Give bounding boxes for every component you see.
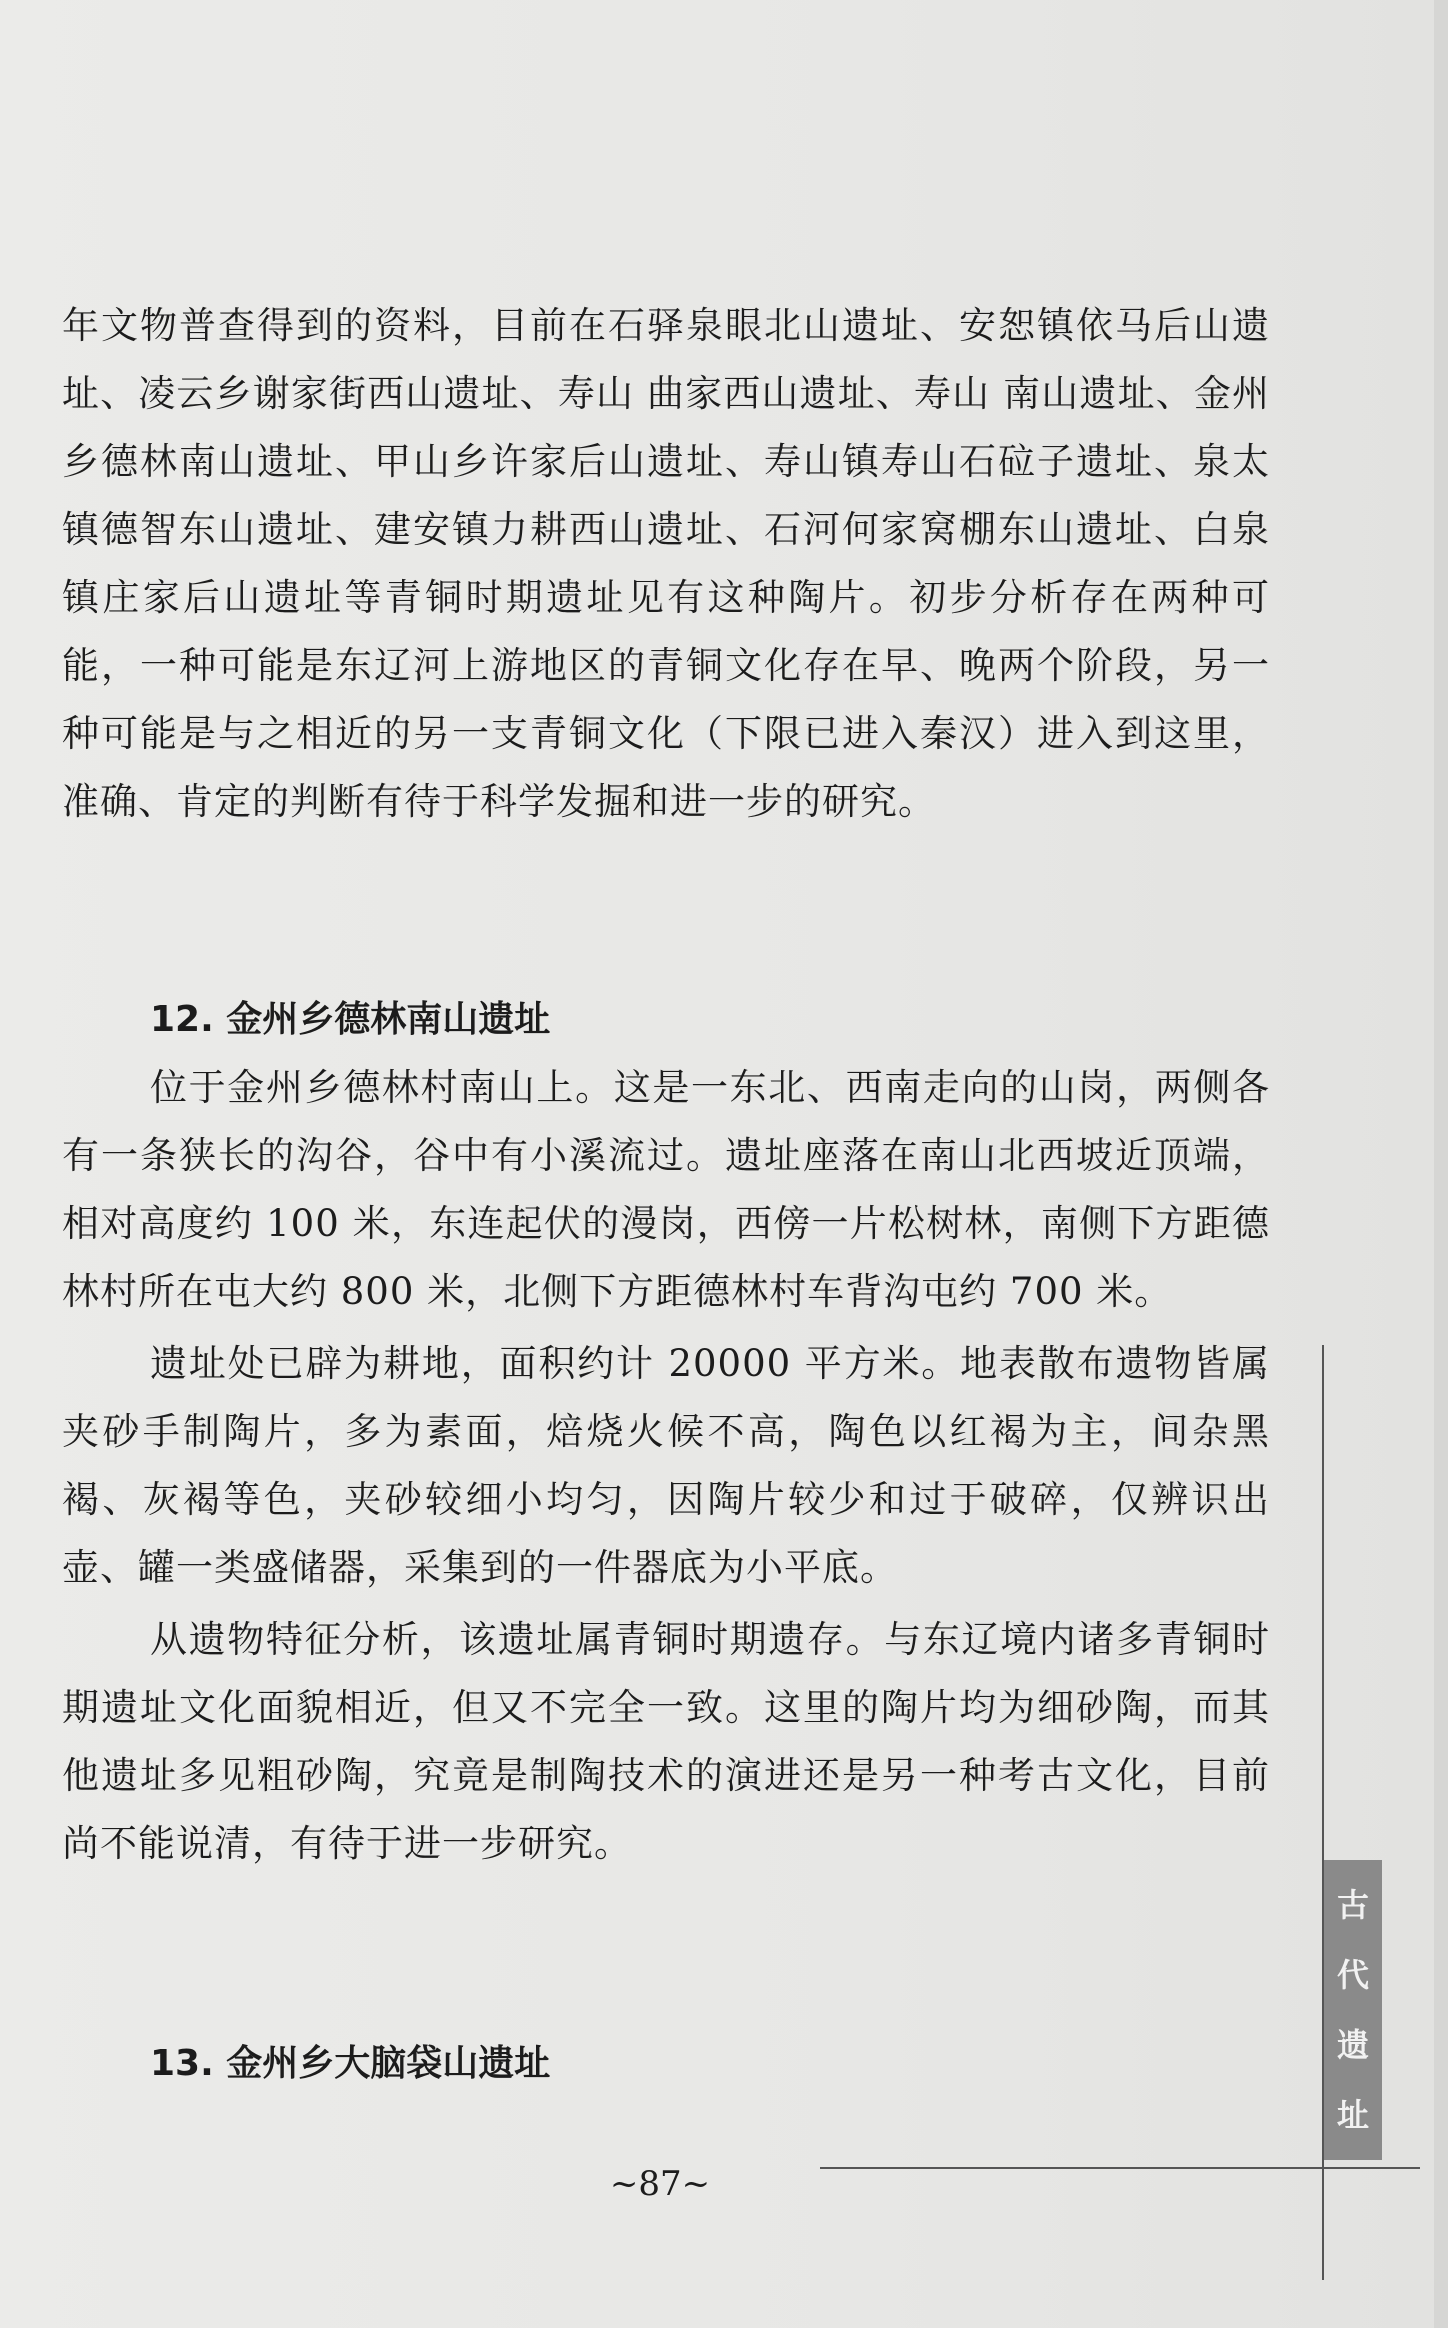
page-number: ~87~ bbox=[609, 2164, 711, 2204]
tab-char-1: 古 bbox=[1336, 1886, 1369, 1924]
continued-text bbox=[62, 292, 1270, 836]
page-edge-shadow bbox=[1434, 0, 1448, 2328]
tab-char-4: 址 bbox=[1336, 2096, 1369, 2134]
tab-char-2: 代 bbox=[1336, 1956, 1369, 1994]
section-12-paragraph-2: 遗址处已辟为耕地，面积约计 20000 平方米。地表散布遗物皆属夹砂手制陶片，多为素面，焙烧火候不高，陶色以红褐为主，间杂黑褐、灰褐等色，夹砂较细小均匀，因陶片较少和过于破碎，仅辨识出壶、罐一类盛储器，采集到的一件器底为小平底。 bbox=[62, 1342, 1270, 1589]
section-12-body bbox=[62, 1054, 1270, 1878]
chapter-thumb-tab bbox=[1324, 1860, 1382, 2160]
tab-char-3: 遗 bbox=[1336, 2026, 1369, 2064]
paragraph-continued: 年文物普查得到的资料，目前在石驿泉眼北山遗址、安恕镇依马后山遗址、凌云乡谢家街西山遗址、寿山 曲家西山遗址、寿山 南山遗址、金州乡德林南山遗址、甲山乡许家后山遗址、寿山镇寿山石砬子遗址、泉太镇德智东山遗址、建安镇力耕西山遗址、石河何家窝棚东山遗址、白泉镇庄家后山遗址等青铜时期遗址见有这种陶片。初步分析存在两种可能，一种可能是东辽河上游地区的青铜文化存在早、晚两个阶段，另一种可能是与之相近的另一支青铜文化（下限已进入秦汉）进入到这里，准确、肯定的判断有待于科学发掘和进一步的研究。 bbox=[62, 304, 1270, 823]
section-13-heading: 13. 金州乡大脑袋山遗址 bbox=[150, 2043, 551, 2084]
section-12-paragraph-3: 从遗物特征分析，该遗址属青铜时期遗存。与东辽境内诸多青铜时期遗址文化面貌相近，但又不完全一致。这里的陶片均为细砂陶，而其他遗址多见粗砂陶，究竟是制陶技术的演进还是另一种考古文化，目前尚不能说清，有待于进一步研究。 bbox=[62, 1618, 1270, 1865]
section-12-paragraph-1: 位于金州乡德林村南山上。这是一东北、西南走向的山岗，两侧各有一条狭长的沟谷，谷中有小溪流过。遗址座落在南山北西坡近顶端，相对高度约 100 米，东连起伏的漫岗，西傍一片松树林，南侧下方距德林村所在屯大约 800 米，北侧下方距德林村车背沟屯约 700 米。 bbox=[62, 1066, 1270, 1313]
section-12-heading: 12. 金州乡德林南山遗址 bbox=[150, 999, 551, 1040]
footer-rule bbox=[820, 2167, 1420, 2169]
